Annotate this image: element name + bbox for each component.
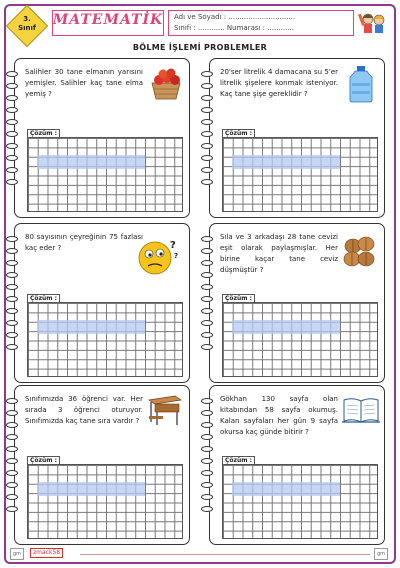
logo-right: gm [374, 548, 388, 560]
solution-label: Çözüm : [27, 456, 60, 465]
problem-card-5 [14, 385, 190, 545]
thinking-face-icon [135, 236, 181, 276]
apple-basket-icon [149, 67, 183, 101]
problem-text: 20'ser litrelik 4 damacana su 5'er litrelik şişelere konmak isteniyor. Kaç tane şişe gereklidir ? [220, 68, 338, 98]
open-book-icon [342, 396, 380, 424]
section-title: BÖLME İŞLEMİ PROBLEMLER [132, 43, 268, 52]
svg-text:?: ? [174, 252, 179, 260]
answer-grid[interactable] [27, 464, 183, 539]
page-title: MATEMATİK [52, 12, 164, 28]
water-bottle-icon [346, 65, 376, 103]
grade-word: Sınıf [18, 24, 36, 32]
problem-card-1 [14, 58, 190, 218]
footer-divider [80, 554, 370, 555]
problem-card-4 [209, 223, 385, 383]
answer-grid[interactable] [27, 302, 183, 377]
answer-highlight [232, 320, 340, 334]
solution-label: Çözüm : [27, 294, 60, 303]
problem-card-2 [209, 58, 385, 218]
spiral-rings [201, 236, 215, 356]
answer-grid[interactable] [27, 137, 183, 212]
spiral-rings [6, 71, 20, 191]
problem-text: 80 sayısının çeyreğinin 75 fazlası kaç eder ? [25, 233, 143, 252]
problem-text: Sınıfımızda 36 öğrenci var. Her sırada 3 öğrenci oturuyor. Sınıfımızda kaç tane sıra vardır ? [25, 395, 143, 425]
name-line: Adı ve Soyadı : .............................. [174, 13, 296, 21]
solution-label: Çözüm : [27, 129, 60, 138]
problem-text: Salihler 30 tane elmanın yarısını yemişler. Salihler kaç tane elma yemiş ? [25, 68, 143, 98]
problem-card-6 [209, 385, 385, 545]
problem-text: Gökhan 130 sayfa olan kitabından 58 sayfa okumuş. Kalan sayfaları her gün 9 sayfa okursa kaç günde bitirir ? [220, 395, 338, 436]
logo-left: gm [10, 548, 24, 560]
spiral-rings [201, 71, 215, 191]
school-desk-icon [145, 392, 185, 428]
spiral-rings [201, 398, 215, 518]
answer-highlight [37, 482, 145, 496]
answer-grid[interactable] [222, 137, 378, 212]
solution-label: Çözüm : [222, 456, 255, 465]
grade-number: 3. [23, 15, 31, 23]
answer-grid[interactable] [222, 302, 378, 377]
answer-highlight [37, 155, 145, 169]
answer-highlight [232, 482, 340, 496]
grade-label [12, 15, 42, 33]
walnuts-icon [342, 234, 378, 270]
spiral-rings [6, 398, 20, 518]
problem-text: Sıla ve 3 arkadaşı 28 tane cevizi eşit olarak paylaşmışlar. Her birine kaçar tane ceviz düşmüştür ? [220, 233, 338, 274]
answer-grid[interactable] [222, 464, 378, 539]
kids-icon [358, 10, 388, 36]
answer-highlight [37, 320, 145, 334]
solution-label: Çözüm : [222, 129, 255, 138]
svg-text:?: ? [170, 240, 176, 251]
spiral-rings [6, 236, 20, 356]
class-line: Sınıfı : ............ Numarası : ............ [174, 24, 294, 32]
problem-card-3 [14, 223, 190, 383]
answer-highlight [232, 155, 340, 169]
solution-label: Çözüm : [222, 294, 255, 303]
footer-tag: zmack58 [30, 548, 63, 558]
